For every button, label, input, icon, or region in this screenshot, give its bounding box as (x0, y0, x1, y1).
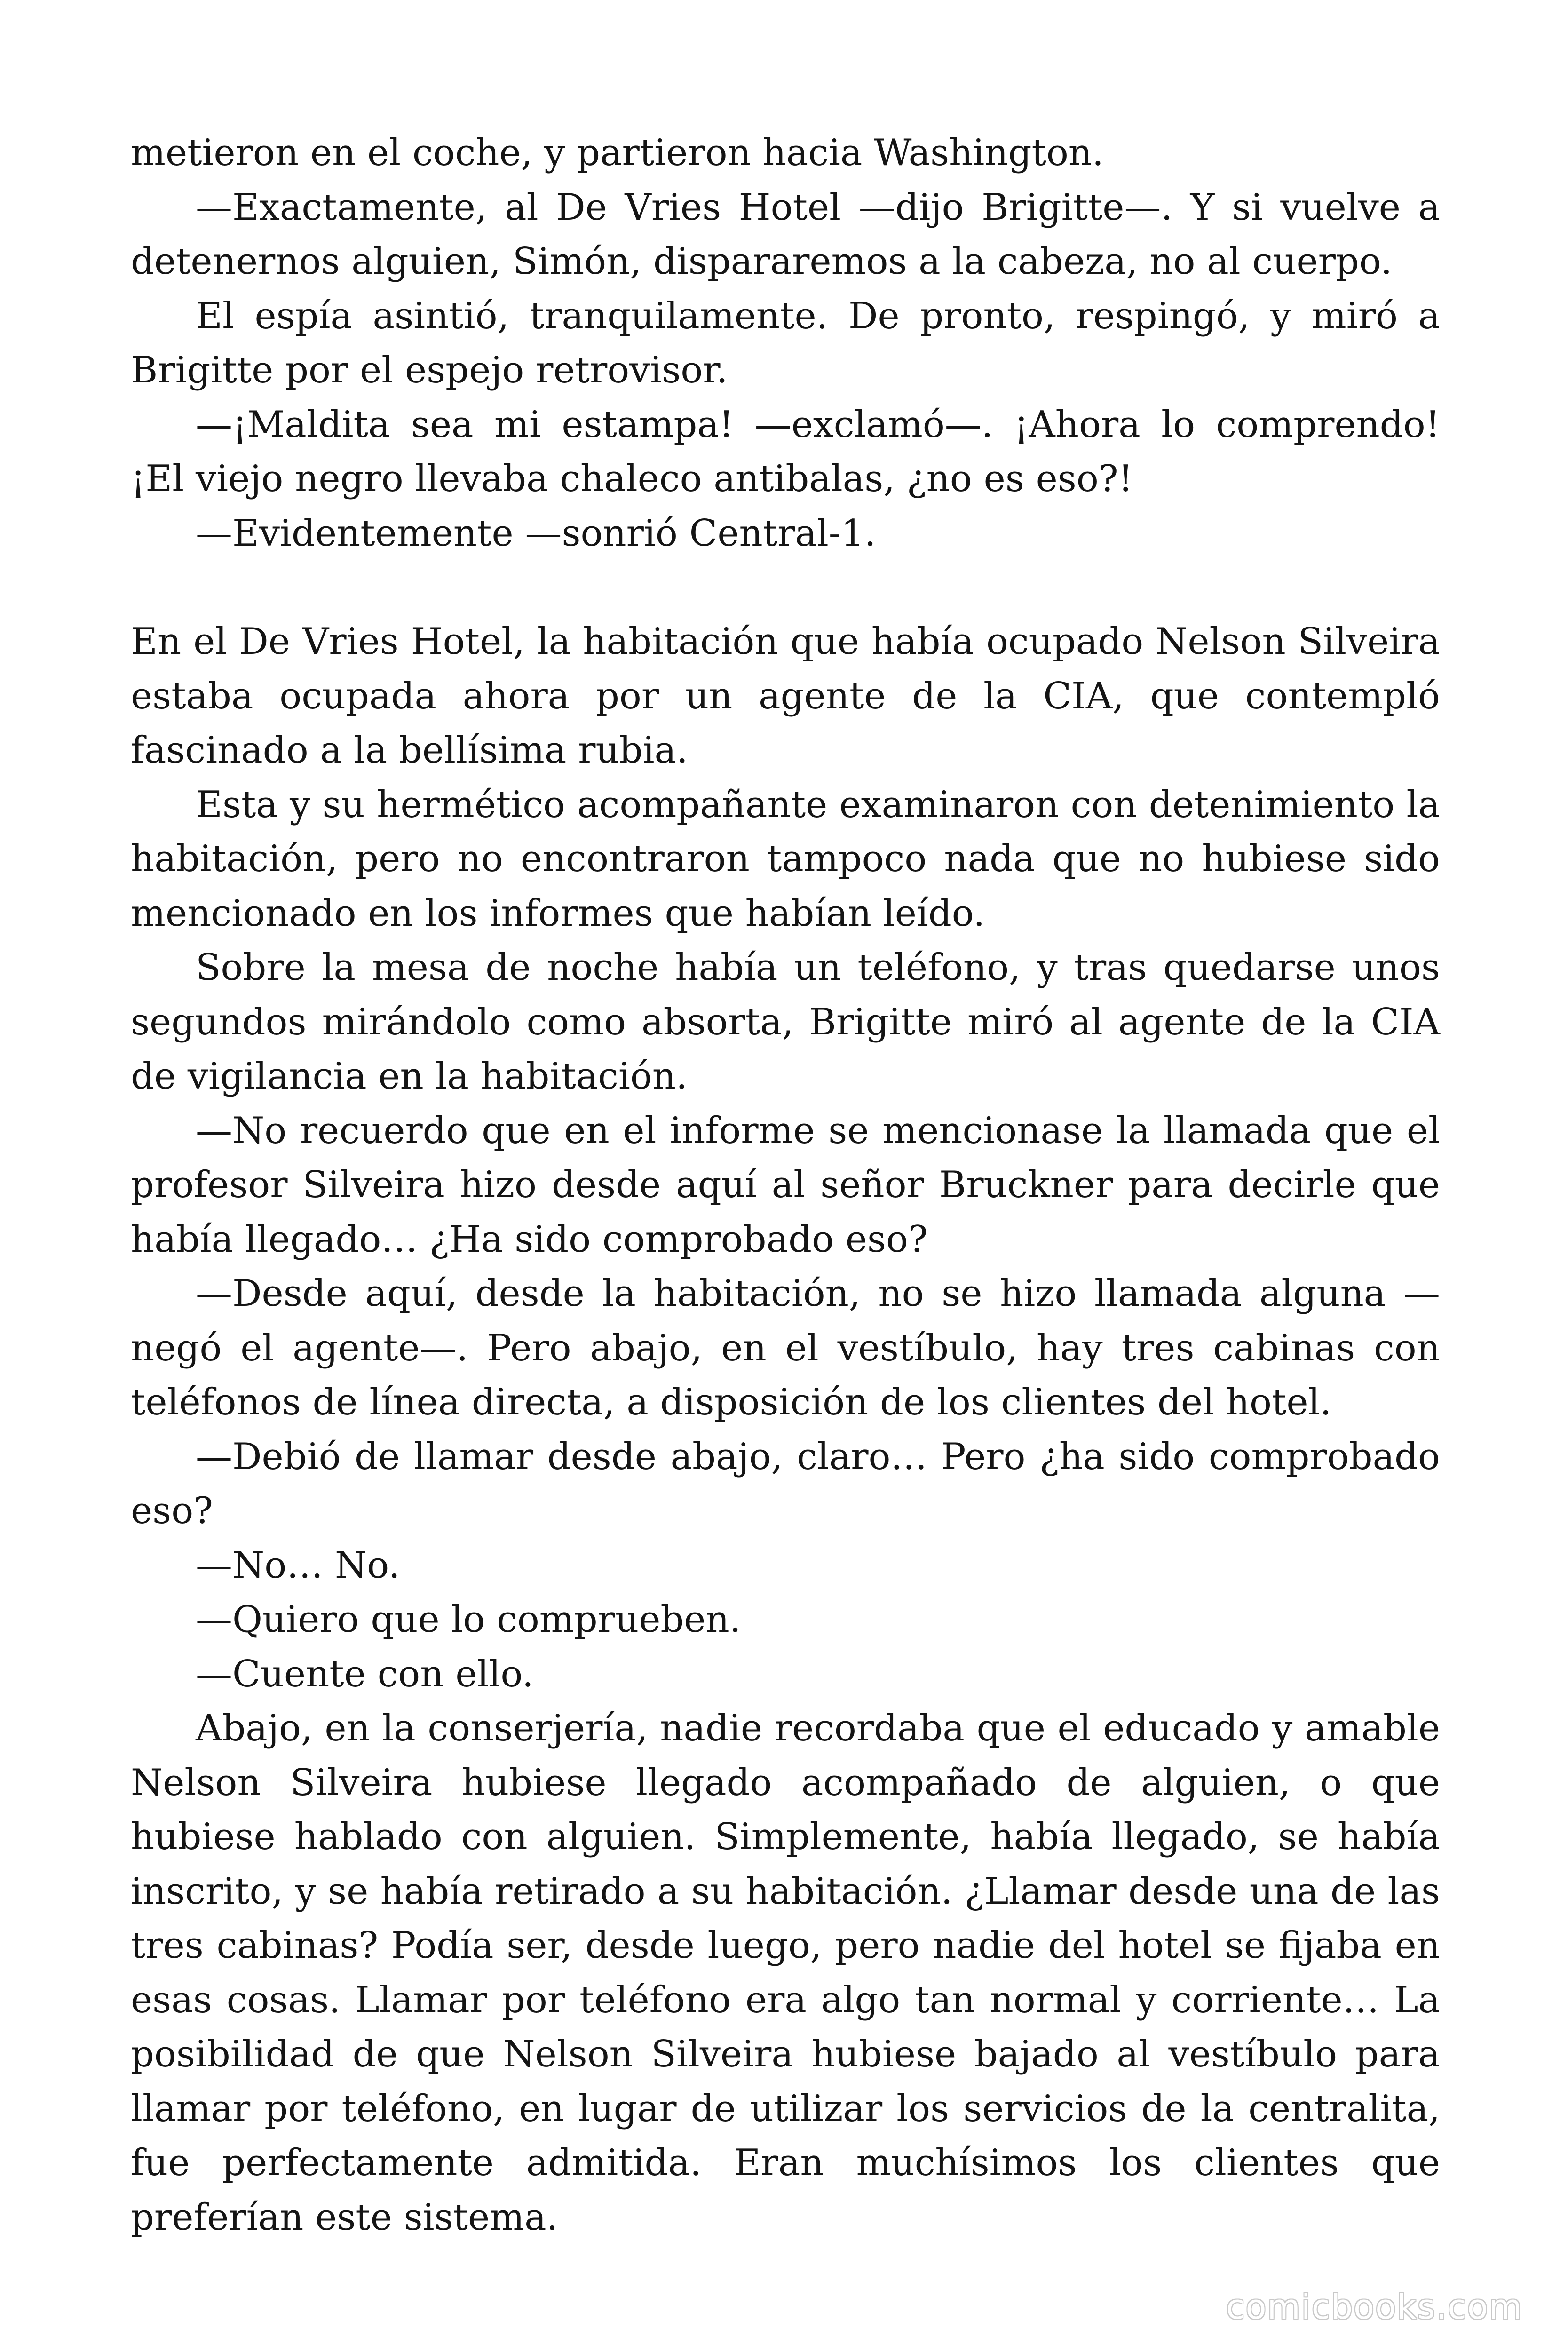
paragraph-dialogue: —Quiero que lo comprueben. (196, 1598, 741, 1641)
page-body (131, 126, 1440, 2245)
paragraph: El espía asintió, tranquilamente. De pronto, respingó, y miró a Brigitte por el espejo retrovisor. (131, 294, 1440, 391)
paragraph-dialogue: —Desde aquí, desde la habitación, no se hizo llamada alguna —negó el agente—. Pero abajo, en el vestíbulo, hay tres cabinas con teléfonos de línea directa, a disposición de los clientes del hotel. (131, 1272, 1440, 1423)
paragraph-continuation: metieron en el coche, y partieron hacia Washington. (131, 132, 1104, 174)
paragraph-dialogue: —Evidentemente —sonrió Central-1. (196, 512, 876, 555)
paragraph-scene-opening: En el De Vries Hotel, la habitación que había ocupado Nelson Silveira estaba ocupada ahora por un agente de la CIA, que contempló fascinado a la bellísima rubia. (131, 620, 1440, 771)
paragraph-dialogue: —Cuente con ello. (196, 1653, 534, 1695)
paragraph: Sobre la mesa de noche había un teléfono, y tras quedarse unos segundos mirándolo como absorta, Brigitte miró al agente de la CIA de vigilancia en la habitación. (131, 946, 1440, 1097)
paragraph: Abajo, en la conserjería, nadie recordaba que el educado y amable Nelson Silveira hubiese llegado acompañado de alguien, o que hubiese hablado con alguien. Simplemente, había llegado, se había inscrito, y se había retirado a su habitación. ¿Llamar desde una de las tres cabinas? Podía ser, desde luego, pero nadie del hotel se fijaba en esas cosas. Llamar por teléfono era algo tan normal y corriente… La posibilidad de que Nelson Silveira hubiese bajado al vestíbulo para llamar por teléfono, en lugar de utilizar los servicios de la centralita, fue perfectamente admitida. Eran muchísimos los clientes que preferían este sistema. (131, 1707, 1440, 2239)
paragraph-dialogue: —No… No. (196, 1544, 400, 1587)
paragraph-dialogue: —¡Maldita sea mi estampa! —exclamó—. ¡Ahora lo comprendo! ¡El viejo negro llevaba chaleco antibalas, ¿no es eso?! (131, 403, 1440, 500)
paragraph-dialogue: —Exactamente, al De Vries Hotel —dijo Brigitte—. Y si vuelve a detenernos alguien, Simón, dispararemos a la cabeza, no al cuerpo. (131, 186, 1440, 283)
paragraph-dialogue: —No recuerdo que en el informe se mencionase la llamada que el profesor Silveira hizo desde aquí al señor Bruckner para decirle que había llegado… ¿Ha sido comprobado eso? (131, 1109, 1440, 1261)
paragraph: Esta y su hermético acompañante examinaron con detenimiento la habitación, pero no encontraron tampoco nada que no hubiese sido mencionado en los informes que habían leído. (131, 783, 1440, 935)
watermark-logo: comicbooks.com (1226, 2287, 1523, 2327)
paragraph-dialogue: —Debió de llamar desde abajo, claro… Pero ¿ha sido comprobado eso? (131, 1435, 1440, 1532)
scene-break (131, 561, 1440, 615)
